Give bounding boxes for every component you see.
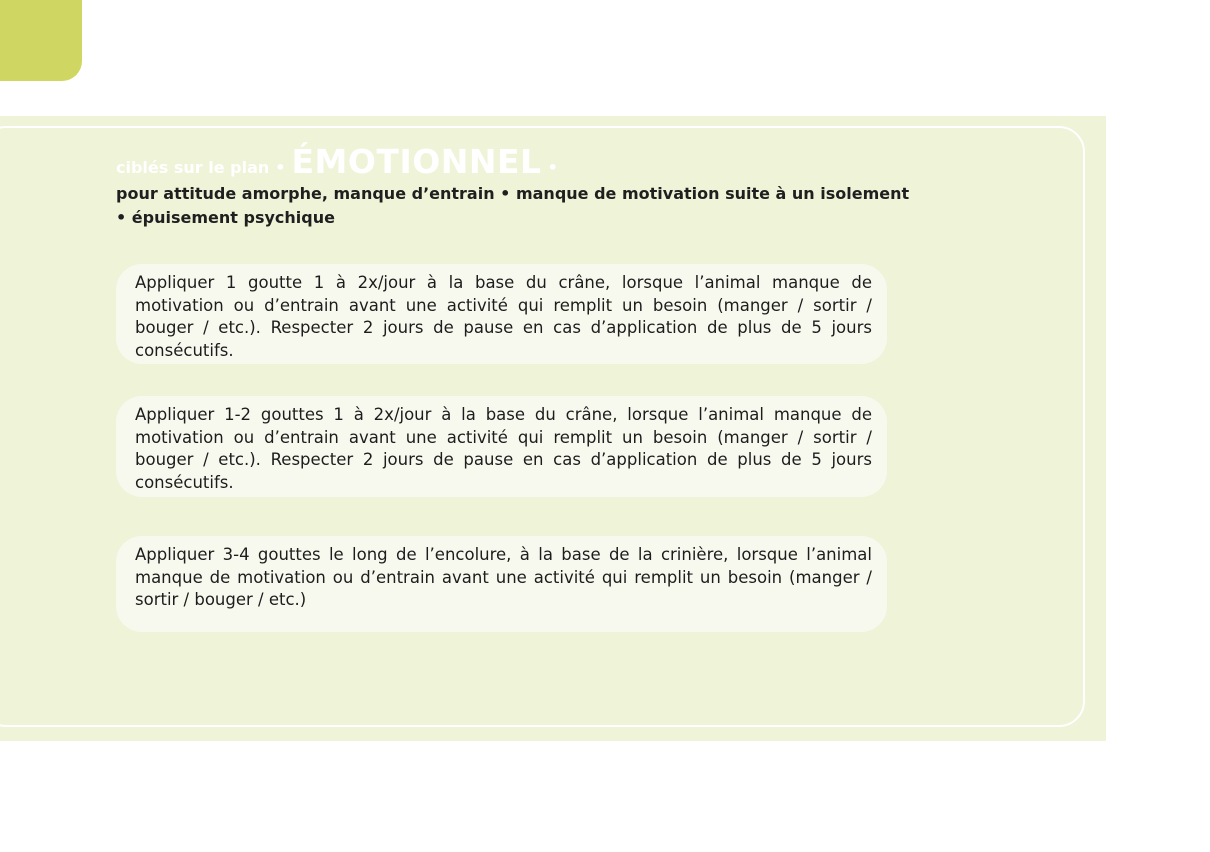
dosage-card-1: Appliquer 1 goutte 1 à 2x/jour à la base du crâne, lorsque l’animal manque de motivation ou d’entrain avant une activité qui remplit un besoin (manger / sortir / bouger / etc.). Respecter 2 jours de pause en cas d’application de plus de 5 jours consécutifs. xyxy=(116,264,887,364)
heading-dot-left: • xyxy=(275,158,286,177)
heading-main: ÉMOTIONNEL xyxy=(291,142,542,181)
dosage-card-3: Appliquer 3-4 gouttes le long de l’encolure, à la base de la crinière, lorsque l’animal manque de motivation ou d’entrain avant une activité qui remplit un besoin (manger / sortir / bouger / etc.) xyxy=(116,536,887,632)
heading-dot-right: • xyxy=(547,158,558,177)
section-subheading: pour attitude amorphe, manque d’entrain • manque de motivation suite à un isolement • épuisement psychique xyxy=(116,184,910,227)
heading-prefix: ciblés sur le plan xyxy=(116,158,270,177)
corner-tab xyxy=(0,0,82,81)
dosage-card-2: Appliquer 1-2 gouttes 1 à 2x/jour à la base du crâne, lorsque l’animal manque de motivation ou d’entrain avant une activité qui remplit un besoin (manger / sortir / bouger / etc.). Respecter 2 jours de pause en cas d’application de plus de 5 jours consécutifs. xyxy=(116,396,887,497)
section-heading xyxy=(116,142,564,182)
